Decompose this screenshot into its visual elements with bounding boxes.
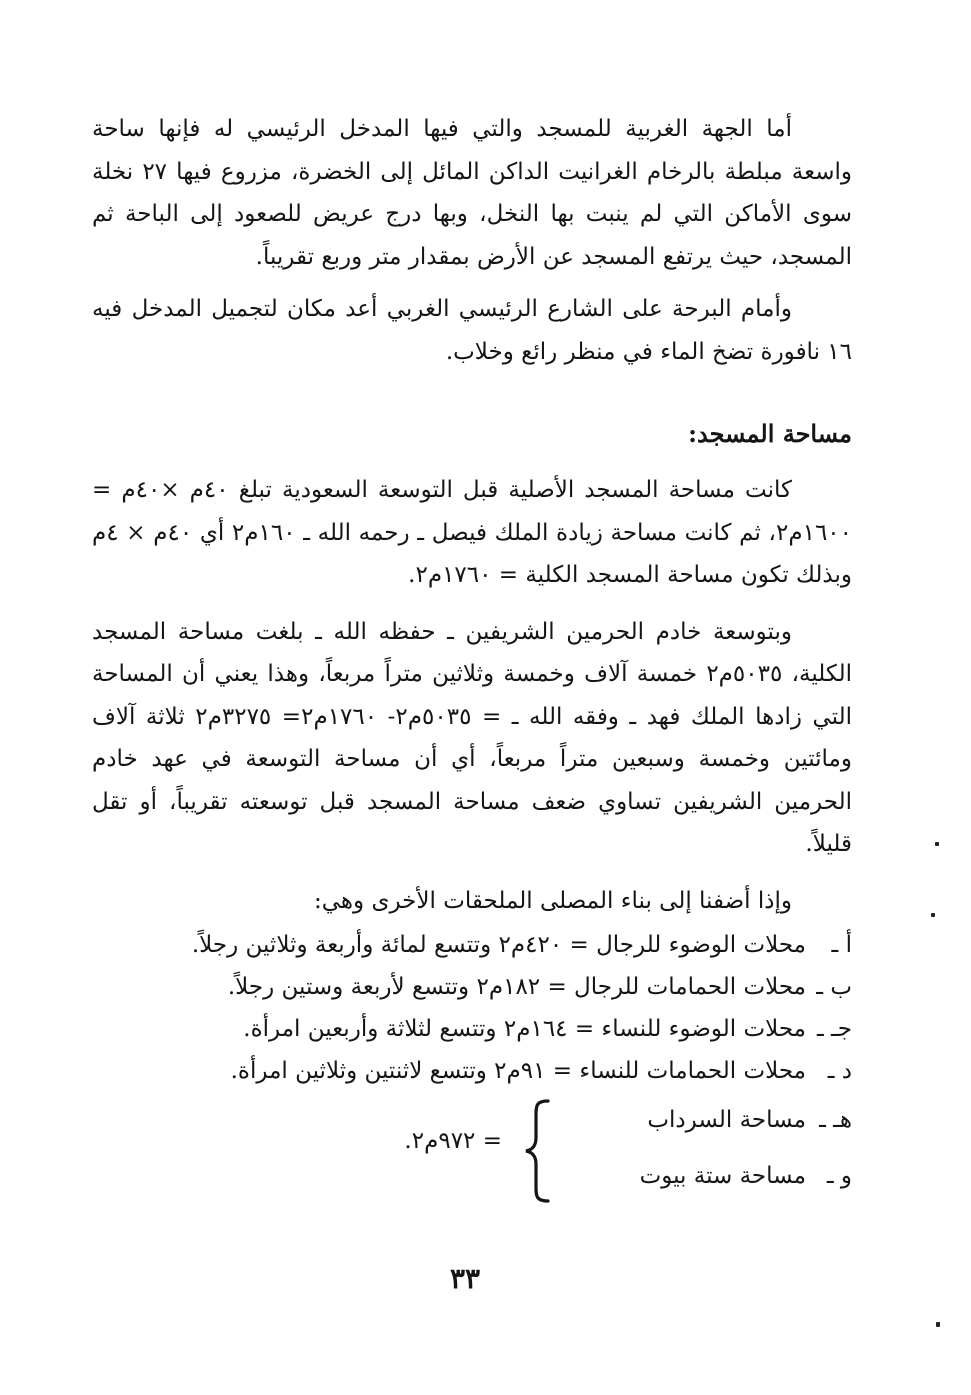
- list-item: [552, 1148, 852, 1204]
- list-marker: و ـ: [826, 1163, 852, 1189]
- section-heading: مساحة المسجد:: [688, 419, 852, 448]
- list-item-text: محلات الحمامات للنساء = ٩١م٢ وتتسع لاثنتين وثلاثين امرأة.: [230, 1058, 806, 1084]
- list-marker: جـ ـ: [816, 1016, 852, 1042]
- brace-total: = ٩٧٢م٢.: [404, 1128, 502, 1154]
- paragraph-expansion-area: وبتوسعة خادم الحرمين الشريفين ـ حفظه الله ـ بلغت مساحة المسجد الكلية، ٥٠٣٥م٢ خمسة آلاف وخمسة وثلاثين متراً مربعاً، وهذا يعني أن المساحة التي زادها الملك فهد ـ وفقه الله ـ = ٥٠٣٥م٢- ١٧٦٠م٢= ٣٢٧٥م٢ ثلاثة آلاف ومائتين وخمسة وسبعين متراً مربعاً، أي أن مساحة التوسعة في عهد خادم الحرمين الشريفين تساوي ضعف مساحة المسجد قبل توسعته تقريباً، أو تقل قليلاً.: [92, 618, 852, 857]
- list-item: [92, 1050, 852, 1092]
- scan-speck: [936, 1322, 940, 1327]
- paragraph-original-area: كانت مساحة المسجد الأصلية قبل التوسعة السعودية تبلغ ٤٠م ×٤٠م = ١٦٠٠م٢، ثم كانت مساحة زيادة الملك فيصل ـ رحمه الله ـ ١٦٠م٢ أي ٤٠م × ٤م وبذلك تكون مساحة المسجد الكلية = ١٧٦٠م٢.: [92, 477, 853, 588]
- list-marker: هـ ـ: [819, 1107, 852, 1133]
- list-item-text: مساحة ستة بيوت: [639, 1163, 806, 1189]
- paragraph-fountains: وأمام البرحة على الشارع الرئيسي الغربي أعد مكان لتجميل المدخل فيه ١٦ نافورة تضخ الماء في منظر رائع وخلاب.: [92, 296, 852, 365]
- list-item: [92, 924, 852, 966]
- paragraph-west-side: أما الجهة الغربية للمسجد والتي فيها المدخل الرئيسي له فإنها ساحة واسعة مبلطة بالرخام الغرانيت الداكن المائل إلى الخضرة، مزروع فيها ٢٧ نخلة سوى الأماكن التي لم ينبت بها النخل، وبها درج عريض للصعود إلى الباحة ثم المسجد، حيث يرتفع المسجد عن الأرض بمقدار متر وربع تقريباً.: [92, 116, 852, 270]
- brace-items: [552, 1092, 852, 1204]
- list-item-text: محلات الوضوء للرجال = ٤٢٠م٢ وتتسع لمائة وأربعة وثلاثين رجلاً.: [191, 932, 806, 958]
- list-marker: ب ـ: [816, 974, 852, 1000]
- list-item: [552, 1092, 852, 1148]
- list-item: [92, 1008, 852, 1050]
- page-body: [92, 108, 852, 1204]
- list-marker: د ـ: [827, 1058, 852, 1084]
- scan-speck: [931, 913, 935, 917]
- list-item-text: محلات الوضوء للنساء = ١٦٤م٢ وتتسع لثلاثة وأربعين امرأة.: [243, 1016, 806, 1042]
- scan-speck: [935, 842, 939, 846]
- list-item-text: محلات الحمامات للرجال = ١٨٢م٢ وتتسع لأربعة وستين رجلاً.: [227, 974, 806, 1000]
- page-number: ٣٣: [449, 1262, 481, 1295]
- annexes-list: [92, 924, 852, 1092]
- list-marker: أ ـ: [831, 932, 852, 958]
- list-item-text: مساحة السرداب: [647, 1107, 806, 1133]
- brace-group: [92, 1092, 852, 1204]
- paragraph-annexes-intro: وإذا أضفنا إلى بناء المصلى الملحقات الأخرى وهي:: [314, 887, 792, 914]
- curly-brace-icon: [522, 1098, 552, 1204]
- list-item: [92, 966, 852, 1008]
